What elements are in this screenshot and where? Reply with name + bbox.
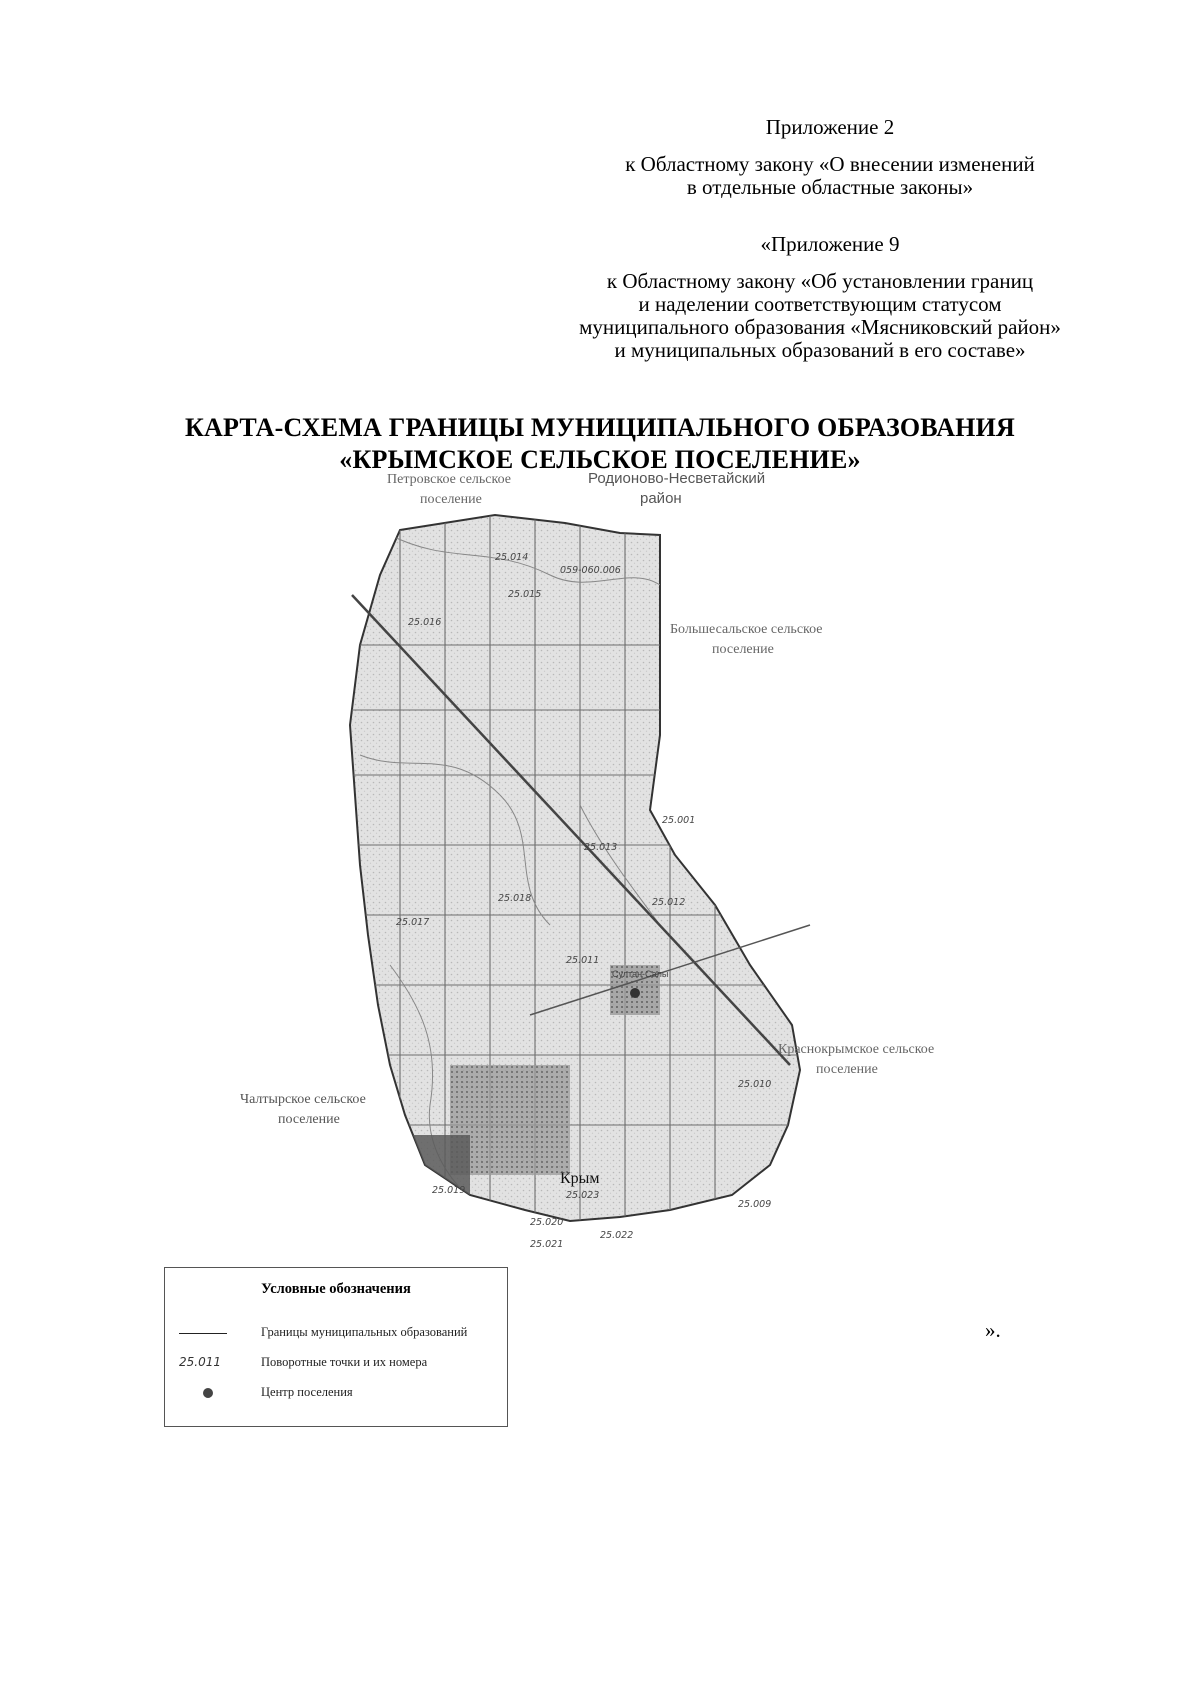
borders-law-reference bbox=[520, 270, 1120, 362]
legend-title: Условные обозначения bbox=[261, 1281, 411, 1297]
amending-law-reference bbox=[560, 153, 1100, 199]
turning-point-label: 25.013 bbox=[584, 842, 618, 853]
turning-point-label: 25.020 bbox=[530, 1217, 564, 1228]
label-bolshesalskoe-2: поселение bbox=[712, 642, 774, 657]
settlement-center-symbol bbox=[203, 1388, 213, 1398]
turning-point-label: 25.014 bbox=[495, 552, 529, 563]
turning-point-label: 25.023 bbox=[566, 1190, 600, 1201]
label-chaltyrskoe-2: поселение bbox=[278, 1112, 340, 1127]
label-krasnokrymskoe-1: Краснокрымское сельское bbox=[778, 1042, 935, 1057]
legend-row-boundary bbox=[165, 1323, 507, 1343]
borders-law-line-2: и наделении соответствующим статусом bbox=[638, 292, 1002, 316]
turning-point-label: 25.016 bbox=[408, 617, 442, 628]
legend-turning-point-label: Поворотные точки и их номера bbox=[261, 1355, 428, 1369]
turning-point-label: 25.022 bbox=[600, 1230, 634, 1241]
label-rodionovo-1: Родионово-Несветайский bbox=[588, 470, 766, 487]
closing-quote-mark: ». bbox=[985, 1318, 1001, 1342]
urban-area-south bbox=[410, 1135, 470, 1215]
document-title bbox=[0, 412, 1200, 476]
turning-point-label: 25.010 bbox=[738, 1079, 772, 1090]
borders-law-line-4: и муниципальных образований в его составе» bbox=[614, 338, 1026, 362]
legend-row-center bbox=[165, 1383, 507, 1403]
appendix-2-heading: Приложение 2 bbox=[765, 115, 895, 139]
turning-point-label: 25.012 bbox=[652, 897, 686, 908]
amending-law-line-1: к Областному закону «О внесении изменений bbox=[625, 152, 1035, 176]
map-legend bbox=[164, 1267, 508, 1427]
turning-point-label: 25.015 bbox=[508, 589, 542, 600]
borders-law-line-3: муниципального образования «Мясниковский район» bbox=[579, 315, 1061, 339]
label-settlement-krym: Крым bbox=[560, 1170, 600, 1187]
label-petrovskoe-1: Петровское сельское bbox=[387, 472, 511, 487]
legend-center-label: Центр поселения bbox=[261, 1385, 353, 1399]
turning-point-label: 25.011 bbox=[566, 955, 600, 966]
label-bolshesalskoe-1: Большесальское сельское bbox=[670, 622, 823, 637]
boundary-map bbox=[240, 470, 1090, 1325]
boundary-line-symbol bbox=[179, 1333, 227, 1334]
label-chaltyrskoe-1: Чалтырское сельское bbox=[240, 1092, 366, 1107]
legend-row-turning-points bbox=[165, 1353, 507, 1373]
turning-point-label: 25.019 bbox=[432, 1185, 466, 1196]
turning-point-label: 25.009 bbox=[738, 1199, 772, 1210]
amending-law-line-2: в отдельные областные законы» bbox=[686, 175, 974, 199]
title-line-2: «КРЫМСКОЕ СЕЛЬСКОЕ ПОСЕЛЕНИЕ» bbox=[339, 445, 861, 474]
turning-point-symbol: 25.011 bbox=[179, 1355, 221, 1369]
settlement-center-marker bbox=[630, 988, 640, 998]
label-petrovskoe-2: поселение bbox=[420, 492, 482, 507]
turning-point-label: 25.018 bbox=[498, 893, 532, 904]
borders-law-line-1: к Областному закону «Об установлении границ bbox=[606, 269, 1034, 293]
turning-point-label: 25.021 bbox=[530, 1239, 564, 1250]
turning-point-label: 25.017 bbox=[396, 917, 430, 928]
turning-point-label: 059-060.006 bbox=[560, 565, 621, 576]
turning-point-label: 25.001 bbox=[662, 815, 696, 826]
title-line-1: КАРТА-СХЕМА ГРАНИЦЫ МУНИЦИПАЛЬНОГО ОБРАЗОВАНИЯ bbox=[184, 413, 1015, 442]
map-region bbox=[330, 505, 810, 1225]
legend-boundary-label: Границы муниципальных образований bbox=[261, 1325, 468, 1339]
label-krasnokrymskoe-2: поселение bbox=[816, 1062, 878, 1077]
label-rodionovo-2: район bbox=[640, 490, 682, 507]
appendix-9-heading: «Приложение 9 bbox=[760, 232, 900, 256]
label-settlement-sultan-saly: Султан-Салы bbox=[612, 969, 669, 979]
